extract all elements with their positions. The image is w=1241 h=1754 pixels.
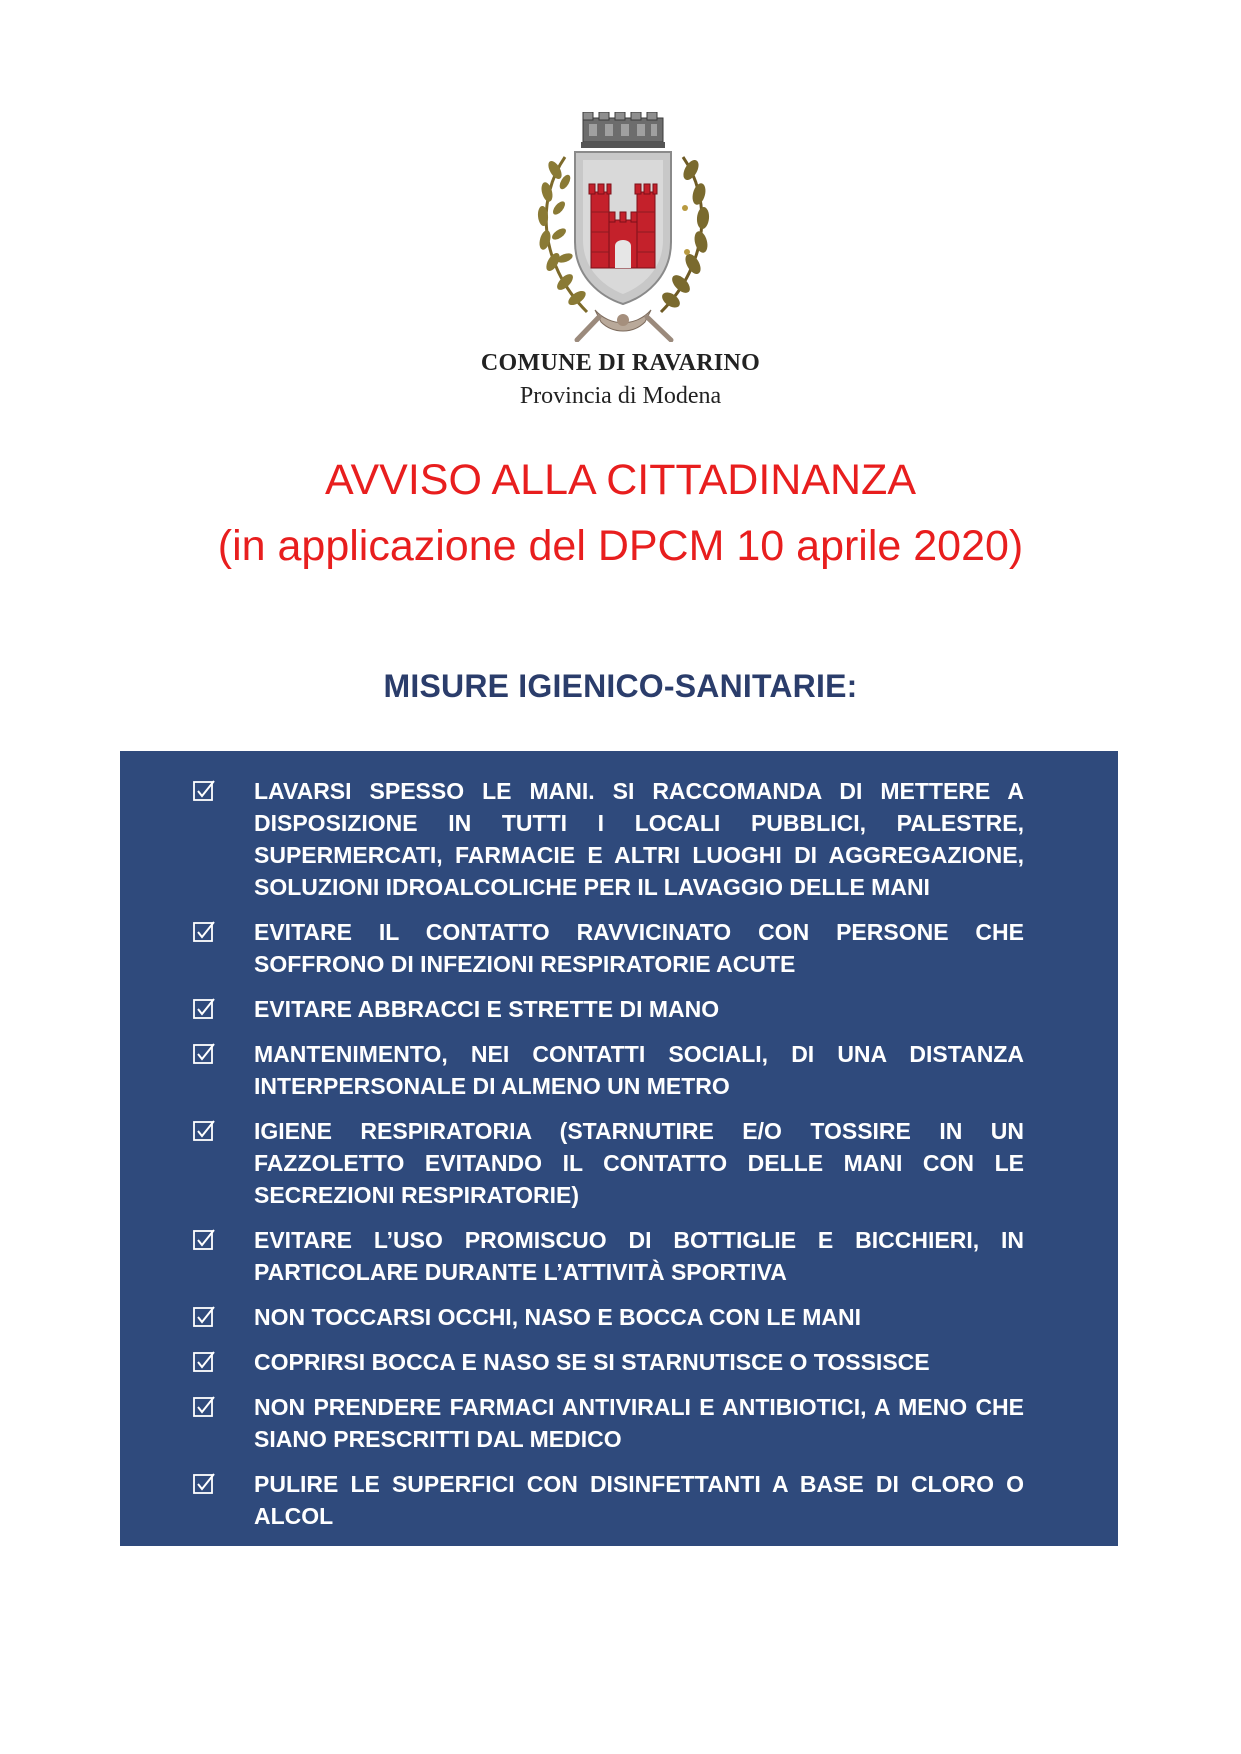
measures-box [120,751,1118,1546]
measure-item [192,1346,1024,1378]
checkbox-checked-icon [192,920,216,944]
measure-item [192,1468,1024,1532]
measure-item [192,1301,1024,1333]
checkbox-checked-icon [192,1228,216,1252]
checkbox-checked-icon [192,1042,216,1066]
checkbox-checked-icon [192,779,216,803]
measure-item [192,1224,1024,1288]
checkbox-checked-icon [192,1395,216,1419]
measure-text: COPRIRSI BOCCA E NASO SE SI STARNUTISCE O TOSSISCE [254,1349,930,1375]
measure-item [192,1115,1024,1211]
measure-item [192,1038,1024,1102]
checkbox-checked-icon [192,1472,216,1496]
section-title: MISURE IGIENICO-SANITARIE: [383,668,858,704]
checkbox-checked-icon [192,997,216,1021]
measure-item [192,1391,1024,1455]
measure-item [192,993,1024,1025]
comune-name: COMUNE DI RAVARINO [480,350,761,376]
measure-text: MANTENIMENTO, NEI CONTATTI SOCIALI, DI UNA DISTANZA INTERPERSONALE DI ALMENO UN METRO [254,1041,1024,1099]
notice-title: AVVISO ALLA CITTADINANZA [324,456,917,504]
notice-subtitle: (in applicazione del DPCM 10 aprile 2020) [217,522,1024,570]
measure-text: IGIENE RESPIRATORIA (STARNUTIRE E/O TOSSIRE IN UN FAZZOLETTO EVITANDO IL CONTATTO DELLE MANI CON LE SECREZIONI RESPIRATORIE) [254,1118,1024,1208]
coat-of-arms-icon [525,112,721,342]
checkbox-checked-icon [192,1305,216,1329]
provincia-name: Provincia di Modena [519,383,722,409]
measure-item [192,916,1024,980]
measure-text: LAVARSI SPESSO LE MANI. SI RACCOMANDA DI METTERE A DISPOSIZIONE IN TUTTI I LOCALI PUBBLICI, PALESTRE, SUPERMERCATI, FARMACIE E ALTRI LUOGHI DI AGGREGAZIONE, SOLUZIONI IDROALCOLICHE PER IL LAVAGGIO DELLE MANI [254,778,1024,900]
checkbox-checked-icon [192,1119,216,1143]
measure-text: EVITARE ABBRACCI E STRETTE DI MANO [254,996,720,1022]
measure-text: NON TOCCARSI OCCHI, NASO E BOCCA CON LE MANI [254,1304,861,1330]
measure-text: EVITARE L’USO PROMISCUO DI BOTTIGLIE E BICCHIERI, IN PARTICOLARE DURANTE L’ATTIVITÀ SPORTIVA [254,1227,1024,1285]
measure-text: NON PRENDERE FARMACI ANTIVIRALI E ANTIBIOTICI, A MENO CHE SIANO PRESCRITTI DAL MEDICO [254,1394,1024,1452]
checkbox-checked-icon [192,1350,216,1374]
measure-text: PULIRE LE SUPERFICI CON DISINFETTANTI A BASE DI CLORO O ALCOL [254,1471,1024,1529]
measure-text: EVITARE IL CONTATTO RAVVICINATO CON PERSONE CHE SOFFRONO DI INFEZIONI RESPIRATORIE ACUTE [254,919,1024,977]
measure-item [192,775,1024,903]
